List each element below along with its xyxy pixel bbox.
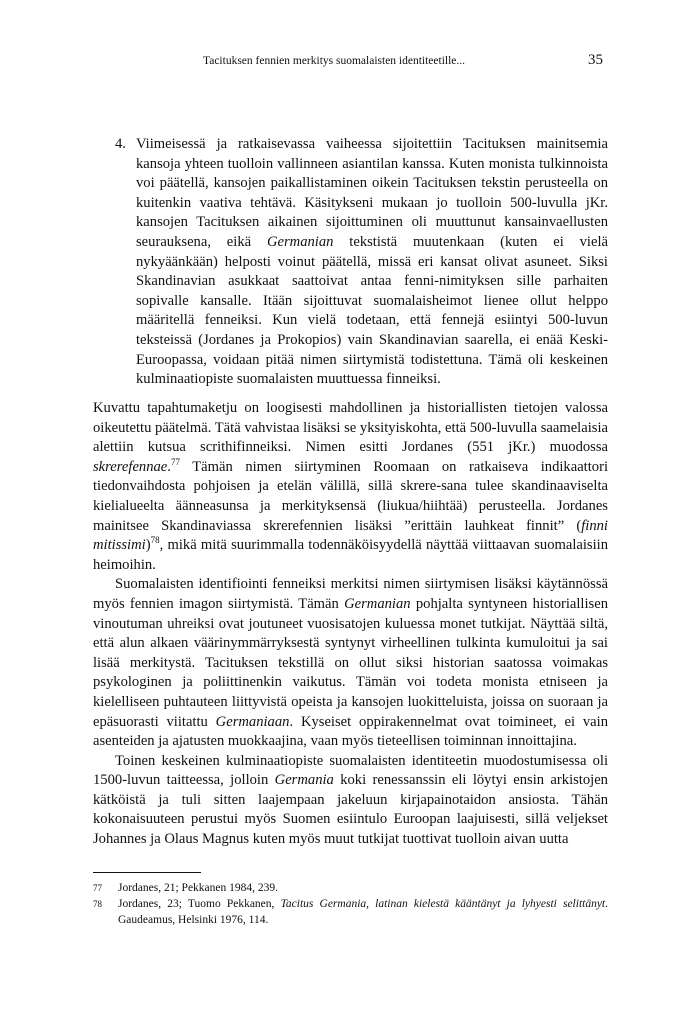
italic-text: Tacitus Germania, latinan kielestä kääntänyt ja lyhyesti selittänyt (280, 898, 606, 910)
text-run: Suomalaisten identifiointi fenneiksi merkitsi nimen siirtymisen lisäksi käytännössä myös fennien imagon siirtymistä. Tämän (93, 576, 608, 612)
footnote-ref: 77 (170, 456, 180, 467)
footnote-number: 77 (93, 883, 102, 893)
italic-text: Germanian (266, 233, 334, 250)
text-run: pohjalta syntyneen historiallisen vinoutuman uhreiksi ovat joutuneet vuosisatojen kuluessa monet tutkijat. Näyttää siltä, että alun alkaen väärinymmärryksestä syntynyt virheellinen tulkinta kumuloitui ja sai lisää merkitystä. Tacituksen tekstillä on ollut siksi historian saatossa voimakas psykologinen ja poliittinenkin vaikutus. Tämän voi todeta monista etniseen ja kielelliseen puhtauteen liittyvistä opeista ja kansojen luokitteluista, joissa on suoraan ja epäsuorasti viitattu (93, 595, 608, 730)
paragraph-2 (93, 575, 608, 751)
footnote-text (118, 882, 278, 894)
paragraph-3 (93, 752, 608, 850)
text-run: Tämän nimen siirtyminen Roomaan on ratkaiseva indikaattori tiedonvaihdosta pohjoisen ja etelän välillä, sillä skrere-sana tulee skandinaaviselta kielialueelta äänneasunsa ja merkityksensä (liukua/hiihtää) perusteella. Jordanes mainitsee Skandinaviassa skrerefennien lisäksi ”erittäin lauhkeat finnit” ( (93, 458, 608, 534)
page-number: 35 (588, 52, 603, 68)
italic-text: Germaniaan (215, 713, 290, 730)
body-text (93, 399, 608, 850)
footnote-77 (93, 880, 608, 896)
footnote-78 (93, 896, 608, 928)
text-run: ) (145, 537, 151, 554)
footnote-separator (93, 872, 201, 873)
footnote-text (118, 898, 608, 926)
footnote-number: 78 (93, 899, 102, 909)
paragraph-1 (93, 399, 608, 575)
text-run: koki renessanssin eli löytyi ensin arkistojen kätköistä ja tuli sitten laajempaan jakeluun kirjapainotaidon ansiosta. Tähän kokonaisuuteen perustui myös Suomen esiintulo Euroopan laajuisesti, sillä veljekset Johannes ja Olaus Magnus kuten myös muut tutkijat tuottivat tuolloin aivan uutta (93, 772, 608, 848)
text-run: Jordanes, 21; Pekkanen 1984, 239. (118, 882, 279, 894)
text-run: Viimeisessä ja ratkaisevassa vaiheessa sijoitettiin Tacituksen mainitsemia kansoja yhteen tuolloin vallinneen asiantilan kanssa. Kuten monista tulkinnoista voi päätellä, kansojen paikallistaminen oikein Tacituksen tekstin perusteella on kuitenkin vaativa tehtävä. Käsitykseni mukaan jo tuolloin 500-luvulla jKr. kansojen Tacituksen aikainen sijoittuminen oli muuttunut kansainvaellusten seurauksena, eikä (136, 136, 608, 250)
italic-text: Germanian (344, 595, 411, 612)
running-head: Tacituksen fennien merkitys suomalaisten identiteetille... (203, 55, 466, 67)
text-run: . Kyseiset oppirakennelmat ovat toimineet, ei vain asenteiden ja ajatusten muokkaajina, vaan myös tieteellisen toiminnan innoittajina. (93, 713, 608, 750)
numbered-list (93, 135, 608, 390)
italic-text: Germania (274, 772, 334, 789)
italic-text: finni mitissimi (93, 517, 608, 554)
text-run: Toinen keskeinen kulminaatiopiste suomalaisten identiteetin muodostumisessa oli 1500-luvun taitteessa, jolloin (93, 752, 608, 789)
text-run: . (167, 458, 171, 475)
text-run: Kuvattu tapahtumaketju on loogisesti mahdollinen ja historiallisten tietojen valossa oikeutettu päätelmä. Tätä vahvistaa lisäksi se yksityiskohta, että 500-luvulla saamelaisia alettiin kutsua scrithifinneiksi. Nimen esitti Jordanes (551 jKr.) muodossa (93, 400, 608, 456)
text-run: , mikä mitä suurimmalla todennäköisyydellä näyttää viittaavan suomalaisiin heimoihin. (93, 537, 608, 573)
italic-text: skrerefennae (93, 458, 168, 475)
list-item-number: 4. (115, 136, 126, 152)
footnotes (93, 880, 608, 928)
footnote-ref: 78 (150, 535, 160, 546)
list-item-text (136, 135, 608, 390)
text-run: tekstistä muutenkaan (kuten ei vielä nykyäänkään) helposti voinut päätellä, missä eri kansat olivat asuneet. Siksi Skandinavian asukkaat saattoivat antaa fenni-nimityksen sille parhaiten sopivalle kansalle. Itään sijoittuvat suomalaisheimot lienee ollut helppo määritellä fenneiksi. Kun vielä todetaan, että fennejä esiintyi 500-luvun teksteissä (Jordanes ja Prokopios) vain Skandinavian saarella, ei enää Keski-Euroopassa, voidaan pitää nimen siirtymistä todistettuna. Tämä oli keskeinen kulminaatiopiste suomalaisten muuttuessa finneiksi. (136, 233, 608, 388)
text-run: Jordanes, 23; Tuomo Pekkanen, (118, 898, 281, 910)
text-run: . Gaudeamus, Helsinki 1976, 114. (118, 898, 609, 926)
